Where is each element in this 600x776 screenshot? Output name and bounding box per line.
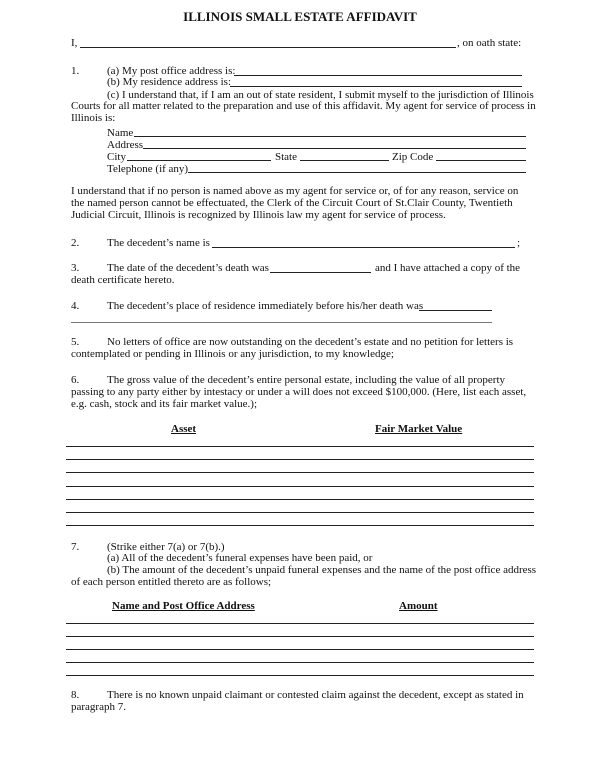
agent-telephone-field[interactable]	[188, 172, 526, 173]
section-3-number: 3.	[71, 262, 80, 274]
section-7-number: 7.	[71, 541, 80, 553]
section-4-number: 4.	[71, 300, 80, 312]
strike-instruction: (Strike either 7(a) or 7(b).)	[107, 541, 225, 553]
page-title: ILLINOIS SMALL ESTATE AFFIDAVIT	[183, 9, 417, 24]
asset-table-row[interactable]	[66, 525, 534, 526]
agent-zip-field[interactable]	[436, 160, 526, 161]
section-1-number: 1.	[71, 65, 80, 77]
clerk-agent-paragraph: I understand that if no person is named above as my agent for service or, of for any reason, service on the named person cannot be effectuated, the Clerk of the Circuit Court of St.Clair County, Twentieth Judicial Circuit, Illinois is recognized by Illinois law my agent for service of process.	[71, 185, 519, 221]
gross-value-text-1: The gross value of the decedent’s entire personal estate, including the value of all property	[107, 374, 505, 386]
funeral-table-row[interactable]	[66, 662, 534, 663]
residence-at-death-field[interactable]	[419, 310, 492, 311]
decedent-name-field[interactable]	[212, 247, 515, 248]
letters-text-1: No letters of office are now outstanding on the decedent’s estate and no petition for letters is	[107, 336, 514, 348]
funeral-table-row[interactable]	[66, 623, 534, 624]
jurisdiction-text-2: Courts for all matter related to the preparation and use of this affidavit. My agent for service of process in	[71, 100, 536, 112]
residence-address-field[interactable]	[230, 86, 522, 87]
no-claims-text-2: paragraph 7.	[71, 701, 126, 713]
section-2-number: 2.	[71, 237, 80, 249]
death-date-label: The date of the decedent’s death was	[107, 262, 269, 274]
agent-city-label: City	[107, 151, 126, 163]
asset-table-row[interactable]	[66, 446, 534, 447]
agent-address-label: Address	[107, 139, 144, 151]
asset-table-row[interactable]	[66, 459, 534, 460]
death-date-field[interactable]	[270, 272, 371, 273]
section-8-number: 8.	[71, 689, 80, 701]
funeral-paid-option: (a) All of the decedent’s funeral expenses have been paid, or	[107, 552, 373, 564]
post-office-label: (a) My post office address is:	[107, 65, 236, 77]
asset-column-header: Asset	[171, 423, 197, 435]
decedent-name-label: The decedent’s name is	[107, 237, 210, 249]
funeral-table-row[interactable]	[66, 675, 534, 676]
jurisdiction-text-3: Illinois is:	[71, 112, 116, 124]
agent-state-field[interactable]	[300, 160, 389, 161]
funeral-table-row[interactable]	[66, 649, 534, 650]
gross-value-text-2: passing to any party either by intestacy or under a will does not exceed $100,000. (Here, list each asset,	[71, 386, 527, 398]
letters-text-2: contemplated or pending in Illinois or any jurisdiction, to my knowledge;	[71, 348, 394, 360]
fair-market-value-column-header: Fair Market Value	[375, 423, 463, 435]
intro-suffix: , on oath state:	[457, 37, 522, 49]
amount-column-header: Amount	[399, 600, 438, 612]
funeral-unpaid-option-2: of each person entitled thereto are as follows;	[71, 576, 272, 588]
agent-zip-label: Zip Code	[392, 151, 434, 163]
post-office-address-field[interactable]	[234, 75, 522, 76]
residence-at-death-label: The decedent’s place of residence immediately before his/her death was	[107, 300, 424, 312]
no-claims-text-1: There is no known unpaid claimant or contested claim against the decedent, except as stated in	[107, 689, 524, 701]
agent-telephone-label: Telephone (if any)	[107, 163, 189, 175]
affiant-name-field[interactable]	[80, 47, 456, 48]
name-address-column-header: Name and Post Office Address	[112, 600, 255, 612]
residence-at-death-field-2[interactable]	[71, 322, 492, 323]
section-5-number: 5.	[71, 336, 80, 348]
asset-table-row[interactable]	[66, 486, 534, 487]
agent-state-label: State	[275, 151, 297, 163]
agent-address-field[interactable]	[143, 148, 526, 149]
agent-city-field[interactable]	[127, 160, 271, 161]
death-certificate-text: and I have attached a copy of the	[375, 262, 521, 274]
decedent-name-end: ;	[517, 237, 521, 249]
asset-table-row[interactable]	[66, 472, 534, 473]
funeral-table-row[interactable]	[66, 636, 534, 637]
section-6-number: 6.	[71, 374, 80, 386]
intro-prefix: I,	[71, 37, 78, 49]
agent-name-field[interactable]	[134, 136, 526, 137]
asset-table-row[interactable]	[66, 499, 534, 500]
gross-value-text-3: e.g. cash, stock and its fair market value.);	[71, 398, 258, 410]
residence-label: (b) My residence address is:	[107, 76, 232, 88]
funeral-unpaid-option-1: (b) The amount of the decedent’s unpaid funeral expenses and the name of the post office address	[107, 564, 537, 576]
death-certificate-text-2: death certificate hereto.	[71, 274, 175, 286]
asset-table-row[interactable]	[66, 512, 534, 513]
agent-name-label: Name	[107, 127, 134, 139]
jurisdiction-text-1: (c) I understand that, if I am an out of state resident, I submit myself to the jurisdiction of Illinois	[107, 89, 534, 101]
